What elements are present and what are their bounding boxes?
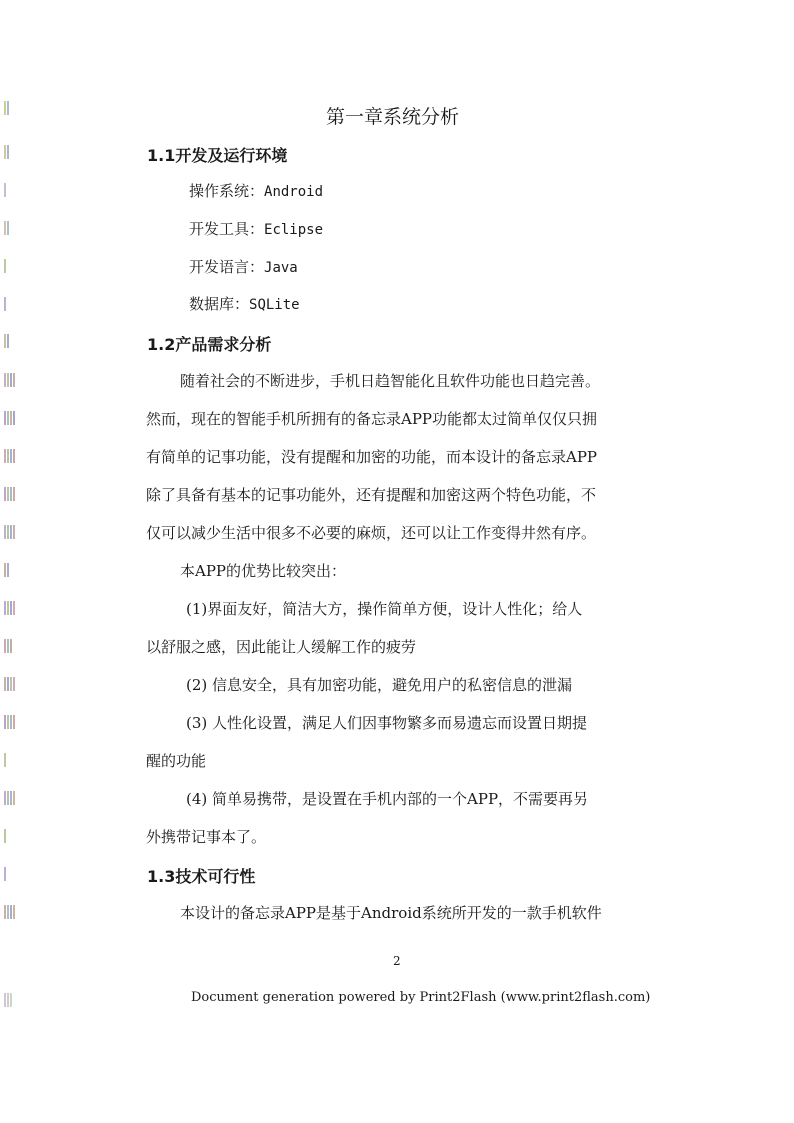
margin-mark bbox=[4, 866, 7, 880]
margin-mark bbox=[4, 144, 10, 158]
margin-mark bbox=[4, 638, 13, 652]
env-value: Java bbox=[264, 260, 298, 276]
advantage-line: 以舒服之感，因此能让人缓解工作的疲劳 bbox=[146, 638, 417, 656]
env-item bbox=[189, 256, 298, 277]
advantages-intro: 本APP的优势比较突出： bbox=[180, 562, 347, 580]
margin-mark bbox=[4, 992, 13, 1006]
env-value: Android bbox=[264, 184, 324, 200]
paragraph-line: 然而，现在的智能手机所拥有的备忘录APP功能都太过简单仅仅只拥 bbox=[146, 410, 598, 428]
advantage-line: (1)界面友好，简洁大方，操作简单方便，设计人性化；给人 bbox=[186, 600, 583, 618]
margin-mark bbox=[4, 524, 16, 538]
env-value: SQLite bbox=[249, 297, 300, 313]
advantage-line: (4) 简单易携带，是设置在手机内部的一个APP，不需要再另 bbox=[186, 790, 589, 808]
margin-mark bbox=[4, 752, 7, 766]
chapter-title: 第一章系统分析 bbox=[326, 106, 460, 128]
env-label: 开发语言： bbox=[189, 258, 265, 276]
env-item bbox=[189, 180, 323, 201]
footer-credit: Document generation powered by Print2Flash (www.print2flash.com) bbox=[191, 990, 651, 1005]
env-label: 数据库： bbox=[189, 295, 250, 313]
margin-mark bbox=[4, 410, 16, 424]
advantage-line: (2) 信息安全，具有加密功能，避免用户的私密信息的泄漏 bbox=[186, 676, 573, 694]
env-item bbox=[189, 218, 323, 239]
page-number: 2 bbox=[393, 954, 401, 968]
env-label: 开发工具： bbox=[189, 220, 265, 238]
margin-marks bbox=[4, 0, 24, 1123]
paragraph-line: 随着社会的不断进步，手机日趋智能化且软件功能也日趋完善。 bbox=[180, 372, 601, 390]
advantage-line: 醒的功能 bbox=[146, 752, 207, 770]
paragraph-line: 本设计的备忘录APP是基于Android系统所开发的一款手机软件 bbox=[180, 904, 602, 922]
margin-mark bbox=[4, 790, 16, 804]
section-heading: 1.1开发及运行环境 bbox=[147, 146, 288, 165]
margin-mark bbox=[4, 600, 16, 614]
margin-mark bbox=[4, 220, 10, 234]
margin-mark bbox=[4, 100, 10, 114]
margin-mark bbox=[4, 714, 16, 728]
section-heading: 1.3技术可行性 bbox=[147, 867, 256, 886]
paragraph-line: 有简单的记事功能，没有提醒和加密的功能，而本设计的备忘录APP bbox=[146, 448, 598, 466]
env-label: 操作系统： bbox=[189, 182, 265, 200]
margin-mark bbox=[4, 258, 7, 272]
margin-mark bbox=[4, 486, 16, 500]
paragraph-line: 除了具备有基本的记事功能外，还有提醒和加密这两个特色功能，不 bbox=[146, 486, 597, 504]
advantage-line: 外携带记事本了。 bbox=[146, 828, 267, 846]
margin-mark bbox=[4, 296, 7, 310]
env-value: Eclipse bbox=[264, 222, 324, 238]
margin-mark bbox=[4, 333, 10, 347]
section-heading: 1.2产品需求分析 bbox=[147, 335, 272, 354]
paragraph-line: 仅可以减少生活中很多不必要的麻烦，还可以让工作变得井然有序。 bbox=[146, 524, 597, 542]
advantage-line: (3) 人性化设置，满足人们因事物繁多而易遗忘而设置日期提 bbox=[186, 714, 588, 732]
margin-mark bbox=[4, 182, 7, 196]
margin-mark bbox=[4, 372, 16, 386]
margin-mark bbox=[4, 448, 16, 462]
margin-mark bbox=[4, 562, 10, 576]
margin-mark bbox=[4, 676, 16, 690]
margin-mark bbox=[4, 904, 16, 918]
env-item bbox=[189, 293, 300, 314]
margin-mark bbox=[4, 828, 7, 842]
